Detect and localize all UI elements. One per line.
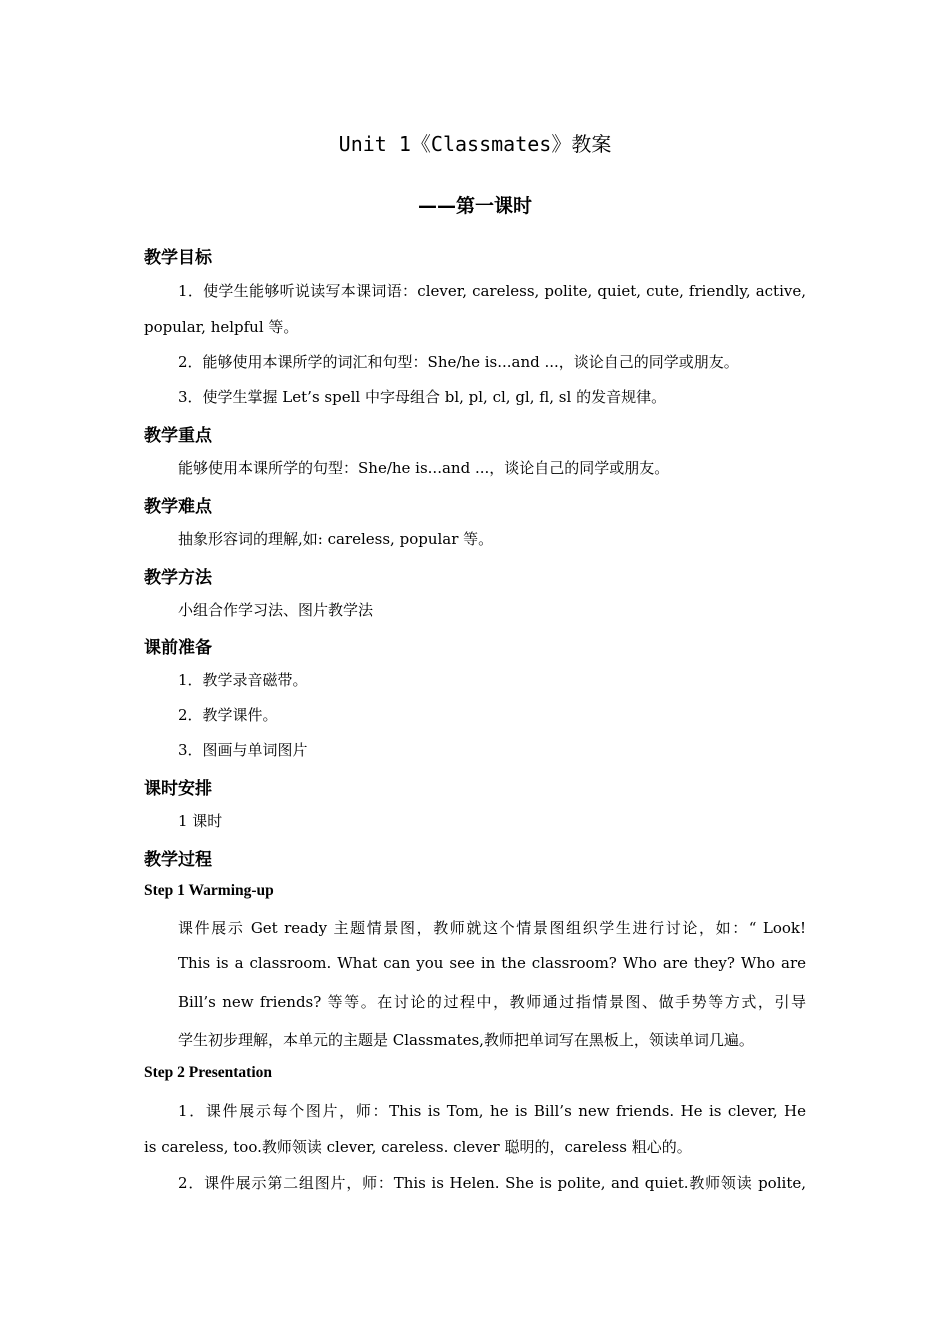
- preparation-line-3: 3．图画与单词图片: [178, 741, 308, 759]
- step-1-title: Step 1 Warming-up: [144, 882, 274, 899]
- preparation-line-1: 1．教学录音磁带。: [178, 671, 308, 689]
- step-2-line-2: 2．课件展示第二组图片，师：This is Helen. She is polite, and quiet.教师领读 polite,: [178, 1174, 806, 1192]
- heading-methods: 教学方法: [144, 568, 212, 588]
- method-line: 小组合作学习法、图片教学法: [178, 601, 374, 619]
- heading-key-points: 教学重点: [144, 426, 212, 446]
- page-subtitle: ——第一课时: [417, 195, 532, 217]
- step-1-line-1: 课件展示 Get ready 主题情景图，教师就这个情景图组织学生进行讨论，如：“ Look!: [178, 919, 806, 937]
- step-1-line-3: Bill’s new friends? 等等。在讨论的过程中，教师通过指情景图、做手势等方式，引导: [178, 993, 806, 1011]
- heading-preparation: 课前准备: [144, 638, 212, 658]
- heading-process: 教学过程: [144, 850, 212, 870]
- objective-line-1-cont: popular, helpful 等。: [144, 318, 299, 336]
- step-1-line-4: 学生初步理解，本单元的主题是 Classmates,教师把单词写在黑板上，领读单词几遍。: [178, 1031, 754, 1049]
- objective-line-1: 1．使学生能够听说读写本课词语：clever, careless, polite, quiet, cute, friendly, active,: [178, 282, 806, 300]
- step-1-line-2: This is a classroom. What can you see in the classroom? Who are they? Who are: [178, 954, 806, 972]
- heading-objectives: 教学目标: [144, 248, 212, 268]
- schedule-line: 1 课时: [178, 812, 223, 830]
- preparation-line-2: 2．教学课件。: [178, 706, 278, 724]
- key-point-line: 能够使用本课所学的句型：She/he is...and ...，谈论自己的同学或朋友。: [178, 459, 670, 477]
- page-title: Unit 1《Classmates》教案: [338, 132, 612, 156]
- heading-schedule: 课时安排: [144, 779, 212, 799]
- objective-line-3: 3．使学生掌握 Let’s spell 中字母组合 bl, pl, cl, gl, fl, sl 的发音规律。: [178, 388, 667, 406]
- objective-line-2: 2．能够使用本课所学的词汇和句型：She/he is...and ...，谈论自己的同学或朋友。: [178, 353, 739, 371]
- step-2-title: Step 2 Presentation: [144, 1064, 273, 1081]
- step-2-line-1: 1．课件展示每个图片，师：This is Tom, he is Bill’s new friends. He is clever, He: [178, 1102, 806, 1120]
- step-2-line-1-cont: is careless, too.教师领读 clever, careless. clever 聪明的，careless 粗心的。: [144, 1138, 692, 1156]
- heading-difficulties: 教学难点: [144, 497, 212, 517]
- difficulty-line: 抽象形容词的理解,如: careless, popular 等。: [178, 530, 494, 548]
